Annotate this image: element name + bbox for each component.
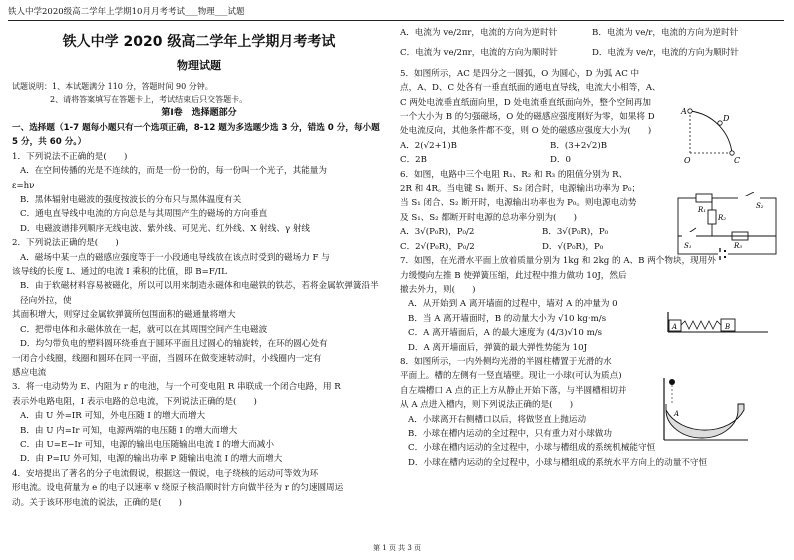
question-line: C 两处电流垂直纸面向里，D 处电流垂直纸面向外，整个空间再加 bbox=[400, 97, 651, 108]
question-line: 感应电流 bbox=[12, 367, 47, 378]
resistor-r1 bbox=[696, 194, 712, 202]
q6-option-b: B．3√(P₀R)，P₀ bbox=[542, 227, 609, 238]
question-line: B．由于软磁材料容易被磁化，所以可以用来制造永磁体和电磁铁的铁芯，若将金属软弹簧沿半径向外拉，使 bbox=[20, 281, 379, 306]
question-line: A．磁场中某一点的磁感应强度等于一小段通电导线放在该点时受到的磁场力 F 与 bbox=[20, 252, 330, 263]
ball bbox=[669, 379, 675, 385]
question-line: D．A 离开墙面后，弹簧的最大弹性势能为 10J bbox=[408, 342, 588, 353]
q6-option-a: A．3√(P₀R)，P₀/2 bbox=[400, 227, 475, 238]
switch-s1-gap bbox=[682, 232, 696, 240]
question-line: D．均匀带负电的塑料圆环绕垂直于圆环平面且过圆心的轴旋转，在环的圆心处有 bbox=[20, 339, 328, 350]
question-line: 撤去外力，则( ) bbox=[400, 284, 476, 295]
exam-subtitle: 物理试题 bbox=[177, 59, 221, 72]
q4-option-c: C．电流为 ve/2πr，电流的方向为顺时针 bbox=[400, 48, 558, 59]
question-line: C．小球在槽内运动的全过程中，小球与槽组成的系统机械能守恒 bbox=[408, 443, 656, 454]
question-line: 表示外电路电阻，I 表示电路的总电流，下列说法正确的是( ) bbox=[12, 396, 257, 407]
question-line: C．通电直导线中电流的方向总是与其周围产生的磁场的方向垂直 bbox=[20, 209, 268, 220]
question-line: 点，A、D、C 处各有一垂直纸面的通电直导线，电流大小相等，A、 bbox=[400, 83, 661, 94]
question-line: 4．安培提出了著名的分子电流假说，根据这一假说，电子绕核的运动可等效为环 bbox=[12, 468, 319, 479]
question-line: 自左端槽口 A 点的正上方从静止开始下落，与半圆槽相切并 bbox=[400, 385, 627, 396]
question-line: D．电磁波谱排列顺序无线电波、紫外线、可见光、红外线、X 射线、γ 射线 bbox=[20, 223, 311, 234]
question-line: A．在空间传播的光是不连续的，而是一份一份的，每一份叫一个光子，其能量为 bbox=[20, 166, 327, 177]
spring bbox=[681, 321, 721, 329]
point-c-marker bbox=[730, 151, 734, 155]
question-line: 处电流反向，其他条件都不变，则 O 处的磁感应强度大小为( ) bbox=[400, 126, 652, 137]
resistor-r2 bbox=[708, 210, 716, 224]
q5-option-d: D．0 bbox=[550, 155, 571, 166]
q4-option-a: A．电流为 ve/2πr，电流的方向为逆时针 bbox=[400, 28, 558, 38]
question-line: ε=hν bbox=[12, 180, 35, 191]
question-line: A．小球离开右侧槽口以后，将做竖直上抛运动 bbox=[408, 414, 587, 425]
q5-stem bbox=[400, 67, 678, 139]
q6-options-row bbox=[400, 225, 684, 239]
label-block-b: B bbox=[725, 323, 731, 331]
header-divider bbox=[8, 20, 784, 21]
question-line: 6．如图，电路中三个电阻 R₁、R₂ 和 R₃ 的阻值分别为 R、 bbox=[400, 169, 628, 180]
q6-circuit-figure bbox=[672, 192, 784, 260]
question-line: 力缓慢向左推 B 使弹簧压缩，此过程中推力做功 10J，然后 bbox=[400, 270, 627, 281]
q5-option-b: B．(3+2√2)B bbox=[550, 140, 608, 151]
question-line: 形电流。设电荷量为 e 的电子以速率 v 绕原子核沿顺时针方向做半径为 r 的匀速圆周运 bbox=[12, 483, 344, 494]
question-line: 2．下列说法正确的是( ) bbox=[12, 238, 119, 249]
point-d-marker bbox=[718, 121, 722, 125]
question-line: 其面积增大，则穿过金属软弹簧所包围面积的磁通量将增大 bbox=[12, 310, 236, 321]
label-s2: S₂ bbox=[756, 202, 764, 210]
question-line: 5．如图所示，AC 是四分之一圆弧，O 为圆心，D 为弧 AC 中 bbox=[400, 68, 640, 79]
q5-options-row bbox=[400, 139, 700, 153]
q5-option-c: C．2B bbox=[400, 155, 427, 166]
exam-notes-2: 2、请将答案填写在答题卡上，考试结束后只交答题卡。 bbox=[50, 95, 248, 104]
q5-options-row bbox=[400, 153, 700, 167]
label-point-a: A bbox=[674, 410, 680, 418]
question-line: 当 S₁ 闭合、S₂ 断开时，电源输出功率也为 P₀。则电源电动势 bbox=[400, 198, 637, 209]
q4-option-d: D．电流为 ve/r，电流的方向为顺时针 bbox=[592, 48, 739, 59]
page-footer: 第 1 页 共 3 页 bbox=[372, 544, 422, 552]
question-line: A．从开始到 A 离开墙面的过程中，墙对 A 的冲量为 0 bbox=[408, 299, 618, 310]
label-a: A bbox=[681, 107, 687, 116]
q6-stem bbox=[400, 168, 684, 226]
question-line: C．A 离开墙面后，A 的最大速度为 (4/3)√10 m/s bbox=[408, 328, 603, 339]
label-d: D bbox=[723, 114, 730, 123]
question-line: A．由 U 外=IR 可知，外电压随 I 的增大而增大 bbox=[20, 411, 206, 422]
q4-option-b: B．电流为 ve/r，电流的方向为逆时针 bbox=[592, 28, 739, 38]
question-line: B．当 A 离开墙面时，B 的动量大小为 √10 kg·m/s bbox=[408, 313, 607, 324]
q4-options-row bbox=[400, 26, 784, 40]
question-line: B．黑体辐射电磁波的强度按波长的分布只与黑体温度有关 bbox=[20, 195, 242, 206]
switch-s2-gap bbox=[738, 196, 760, 200]
question-line: 1．下列说法不正确的是( ) bbox=[12, 151, 128, 162]
exam-title: 铁人中学 2020 级高二学年上学期月考考试 bbox=[62, 34, 336, 50]
question-line: 一闭合小线圈，线圈和圆环在同一平面，当圆环在做变速转动时，小线圈内一定有 bbox=[12, 353, 322, 364]
question-line: C．把带电体和永磁体放在一起，就可以在其周围空间产生电磁波 bbox=[20, 324, 268, 335]
point-a-marker bbox=[688, 109, 692, 113]
q6-options-row bbox=[400, 240, 684, 254]
label-o: O bbox=[684, 156, 691, 165]
label-r2: R₂ bbox=[718, 214, 727, 222]
q5-arc-figure bbox=[680, 103, 742, 165]
question-line: 3．将一电动势为 E、内阻为 r 的电池，与一个可变电阻 R 串联成一个闭合电路，用 R bbox=[12, 382, 341, 393]
q5-option-a: A．2(√2+1)B bbox=[400, 140, 457, 151]
label-c: C bbox=[734, 156, 741, 165]
section-description: 一、选择题（1-7 题每小题只有一个选项正确，8-12 题为多选题少选 3 分，错选 0 分，每小题 5 分，共 60 分。） bbox=[12, 123, 380, 148]
left-column bbox=[12, 26, 386, 510]
page-header: 铁人中学2020级高二学年上学期10月月考考试___物理___试题 bbox=[8, 7, 245, 17]
battery-gap bbox=[718, 252, 728, 256]
label-block-a: A bbox=[672, 323, 678, 331]
question-line: 动。关于该环形电流的说法，正确的是( ) bbox=[12, 497, 182, 508]
label-r3: R₃ bbox=[734, 242, 743, 250]
q6-option-c: C．2√(P₀R)，P₀/2 bbox=[400, 241, 475, 252]
question-line: 8．如图所示，一内外侧均光滑的半圆柱槽置于光滑的水 bbox=[400, 356, 612, 367]
label-r1: R₁ bbox=[698, 206, 707, 214]
question-line: 7．如图，在光滑水平面上放着质量分别为 1kg 和 2kg 的 A、B 两个物块，现用外 bbox=[400, 256, 716, 267]
q8-trough-figure bbox=[660, 376, 750, 444]
question-line: D．小球在槽内运动的全过程中，小球与槽组成的系统水平方向上的动量不守恒 bbox=[408, 457, 708, 468]
question-line: 2R 和 4R。当电键 S₁ 断开、S₂ 闭合时，电源输出功率为 P₀； bbox=[400, 184, 641, 195]
exam-notes-1: 试题说明：1、本试题满分 110 分，答题时间 90 分钟。 bbox=[12, 82, 213, 91]
question-line: 及 S₁、S₂ 都断开时电源的总功率分别为( ) bbox=[400, 212, 577, 223]
q7-spring-figure bbox=[664, 310, 770, 334]
question-line: 该导线的长度 L、通过的电流 I 乘积的比值，即 B=F/IL bbox=[12, 267, 227, 278]
label-s1: S₁ bbox=[684, 242, 692, 250]
question-line: B．由 U 内=Ir 可知，电源两端的电压随 I 的增大而增大 bbox=[20, 425, 238, 436]
q6-option-d: D．√(P₀R)，P₀ bbox=[542, 241, 604, 252]
q4-options-row bbox=[400, 46, 784, 60]
question-line: D．由 P=IU 外可知，电源的输出功率 P 随输出电流 I 的增大而增大 bbox=[20, 454, 283, 465]
question-line: 平面上。槽的左侧有一竖直墙壁。现让一小球(可认为质点) bbox=[400, 371, 622, 382]
question-line: 一个大小为 B 的匀强磁场，O 处的磁感应强度刚好为零，如果将 D bbox=[400, 112, 655, 123]
part-heading: 第Ⅰ卷 选择题部分 bbox=[161, 108, 237, 118]
question-line: 从 A 点进入槽内，则下列说法正确的是( ) bbox=[400, 400, 574, 411]
left-question-lines bbox=[12, 150, 386, 510]
question-line: C．由 U=E−Ir 可知，电源的输出电压随输出电流 I 的增大而减小 bbox=[20, 439, 274, 450]
question-line: B．小球在槽内运动的全过程中，只有重力对小球做功 bbox=[408, 428, 612, 439]
